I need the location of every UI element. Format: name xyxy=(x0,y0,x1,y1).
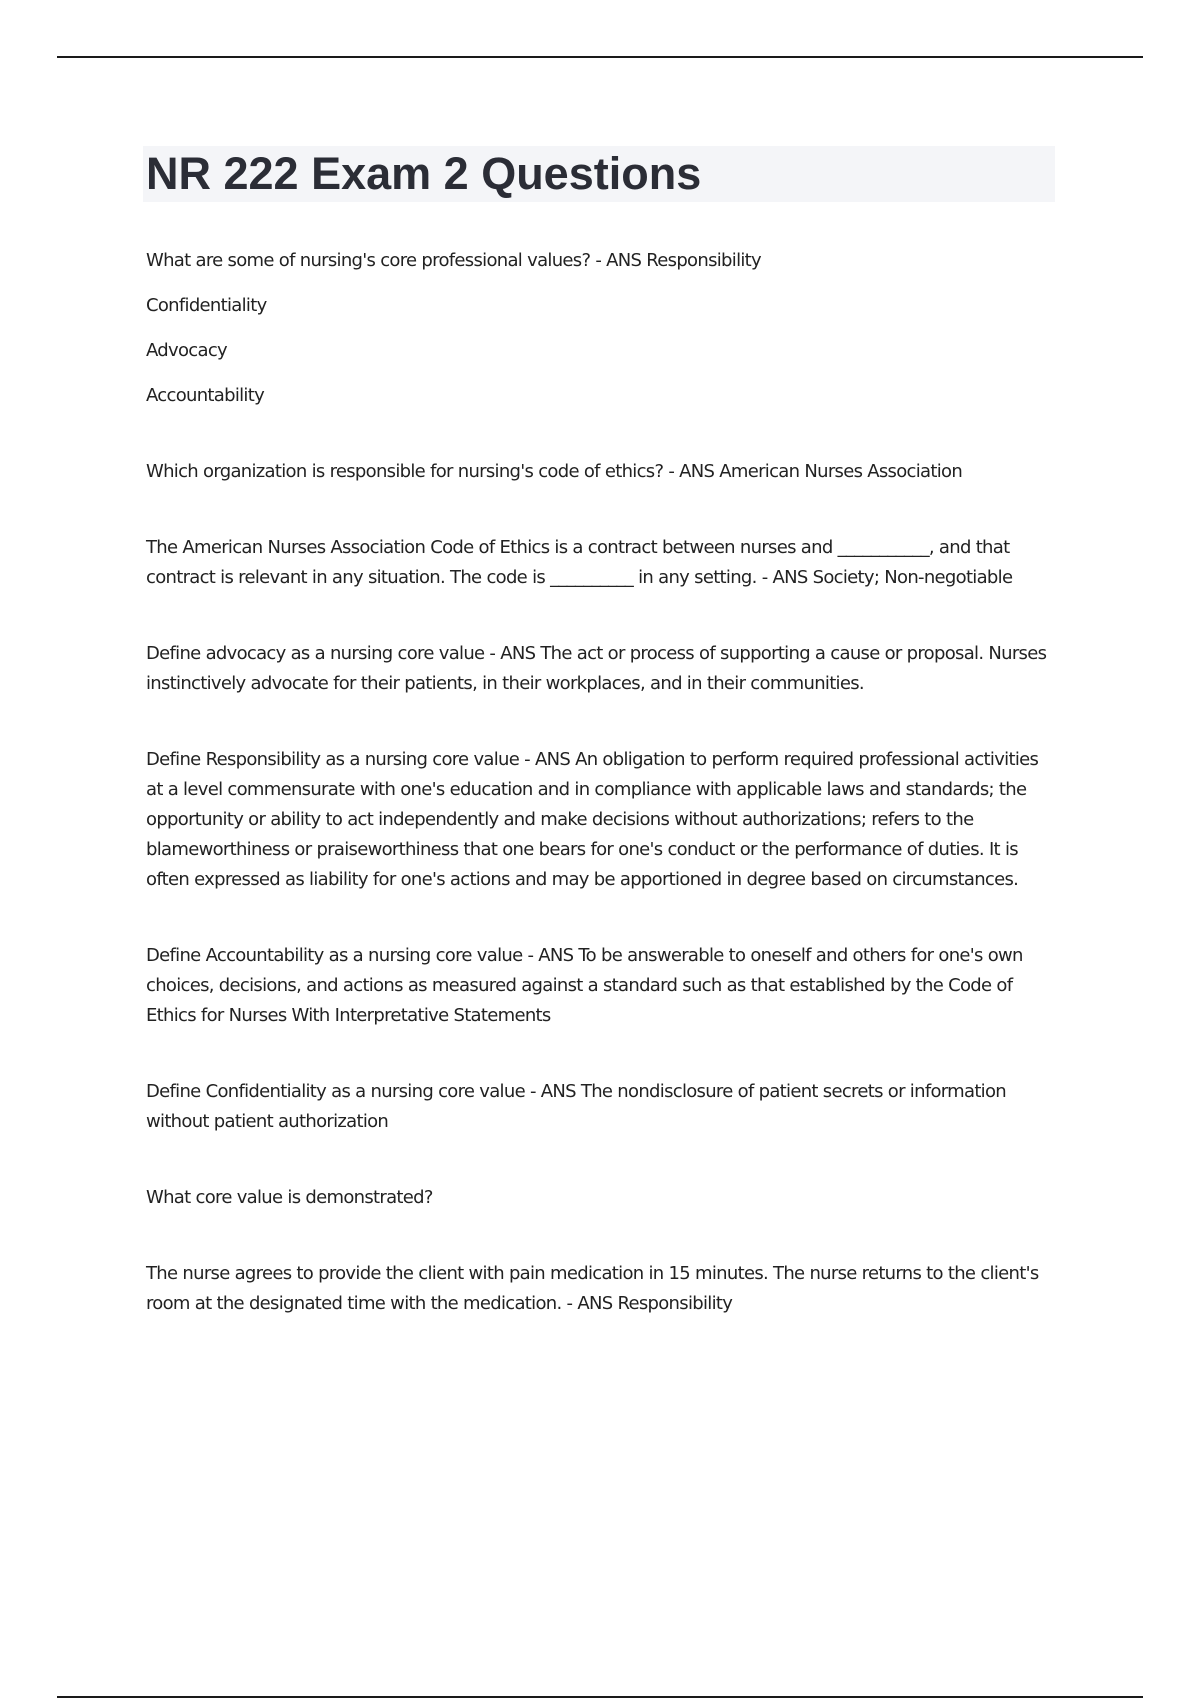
spacer xyxy=(146,593,1056,639)
spacer xyxy=(146,1213,1056,1259)
bottom-rule xyxy=(57,1696,1143,1698)
qa-core-value-prompt: What core value is demonstrated? xyxy=(146,1187,433,1208)
list-item: Advocacy xyxy=(146,340,227,361)
qa-define-accountability: Define Accountability as a nursing core value - ANS To be answerable to oneself and others for one's own choices, decisions, and actions as measured against a standard such as that established by the Code of Ethics for Nurses With Interpretative Statements xyxy=(146,945,1023,1026)
qa-define-confidentiality: Define Confidentiality as a nursing core value - ANS The nondisclosure of patient secrets or information without patient authorization xyxy=(146,1081,1006,1132)
qa-define-responsibility: Define Responsibility as a nursing core value - ANS An obligation to perform required professional activities at a level commensurate with one's education and in compliance with applicable laws and standards; the opportunity or ability to act independently and make decisions without authorizations; refers to the blameworthiness or praiseworthiness that one bears for one's conduct or the performance of duties. It is often expressed as liability for one's actions and may be apportioned in degree based on circumstances. xyxy=(146,749,1039,890)
list-item: Accountability xyxy=(146,385,265,406)
qa-code-of-ethics-org: Which organization is responsible for nursing's code of ethics? - ANS American Nurses Association xyxy=(146,461,963,482)
spacer xyxy=(146,1031,1056,1077)
spacer xyxy=(146,487,1056,533)
spacer xyxy=(146,895,1056,941)
qa-core-values-question: What are some of nursing's core professional values? - ANS Responsibility xyxy=(146,250,761,271)
list-item: Confidentiality xyxy=(146,295,267,316)
document-title: NR 222 Exam 2 Questions xyxy=(146,148,702,199)
top-rule xyxy=(57,56,1143,58)
spacer xyxy=(146,699,1056,745)
spacer xyxy=(146,1137,1056,1183)
qa-pain-medication-scenario: The nurse agrees to provide the client with pain medication in 15 minutes. The nurse returns to the client's room at the designated time with the medication. - ANS Responsibility xyxy=(146,1263,1039,1314)
qa-define-advocacy: Define advocacy as a nursing core value - ANS The act or process of supporting a cause or proposal. Nurses instinctively advocate for their patients, in their workplaces, and in their communities. xyxy=(146,643,1047,694)
spacer xyxy=(146,411,1056,457)
qa-code-of-ethics-contract: The American Nurses Association Code of Ethics is a contract between nurses and ___________, and that contract is relevant in any situation. The code is __________ in any setting. - ANS Society; Non-negotiable xyxy=(146,537,1013,588)
document-body xyxy=(146,246,1056,1319)
